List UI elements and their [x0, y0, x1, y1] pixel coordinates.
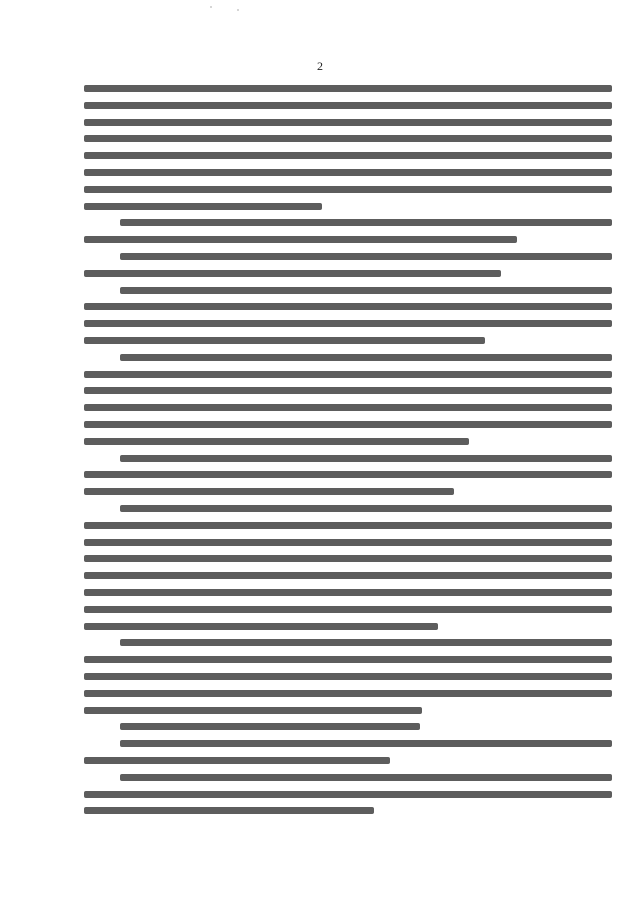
text-line-placeholder: [84, 169, 612, 176]
text-line-placeholder: [84, 572, 612, 579]
scan-speck: [237, 9, 239, 11]
text-line-placeholder: [84, 320, 612, 327]
text-line-placeholder: [120, 455, 612, 462]
text-line-placeholder: [84, 555, 612, 562]
text-line-placeholder: [84, 404, 612, 411]
text-line-placeholder: [84, 371, 612, 378]
text-line-placeholder: [120, 287, 612, 294]
scan-speck: [210, 6, 212, 8]
text-line-placeholder: [84, 85, 612, 92]
text-line-placeholder: [84, 119, 612, 126]
text-line-placeholder: [120, 253, 612, 260]
text-line-placeholder: [120, 354, 612, 361]
text-line-placeholder: [84, 673, 612, 680]
text-line-placeholder: [120, 505, 612, 512]
text-line-placeholder: [84, 539, 612, 546]
text-line-placeholder: [84, 270, 501, 277]
text-line-placeholder: [84, 186, 612, 193]
text-line-placeholder: [84, 656, 612, 663]
text-line-placeholder: [84, 203, 322, 210]
text-line-placeholder: [84, 522, 612, 529]
text-line-placeholder: [84, 421, 612, 428]
text-line-placeholder: [120, 740, 612, 747]
text-line-placeholder: [84, 690, 612, 697]
text-line-placeholder: [120, 219, 612, 226]
text-line-placeholder: [84, 623, 438, 630]
text-line-placeholder: [84, 438, 469, 445]
text-line-placeholder: [84, 807, 374, 814]
text-line-placeholder: [84, 102, 612, 109]
text-line-placeholder: [84, 488, 454, 495]
text-line-placeholder: [84, 236, 517, 243]
text-line-placeholder: [84, 337, 485, 344]
text-line-placeholder: [84, 707, 422, 714]
page-number: 2: [317, 59, 323, 73]
document-body: [0, 80, 640, 830]
text-line-placeholder: [120, 723, 420, 730]
text-line-placeholder: [120, 639, 612, 646]
text-line-placeholder: [84, 387, 612, 394]
page-header: [0, 0, 640, 80]
text-line-placeholder: [84, 471, 612, 478]
text-line-placeholder: [120, 774, 612, 781]
text-line-placeholder: [84, 606, 612, 613]
text-line-placeholder: [84, 152, 612, 159]
text-line-placeholder: [84, 757, 390, 764]
text-line-placeholder: [84, 303, 612, 310]
text-line-placeholder: [84, 135, 612, 142]
text-line-placeholder: [84, 791, 612, 798]
text-line-placeholder: [84, 589, 612, 596]
